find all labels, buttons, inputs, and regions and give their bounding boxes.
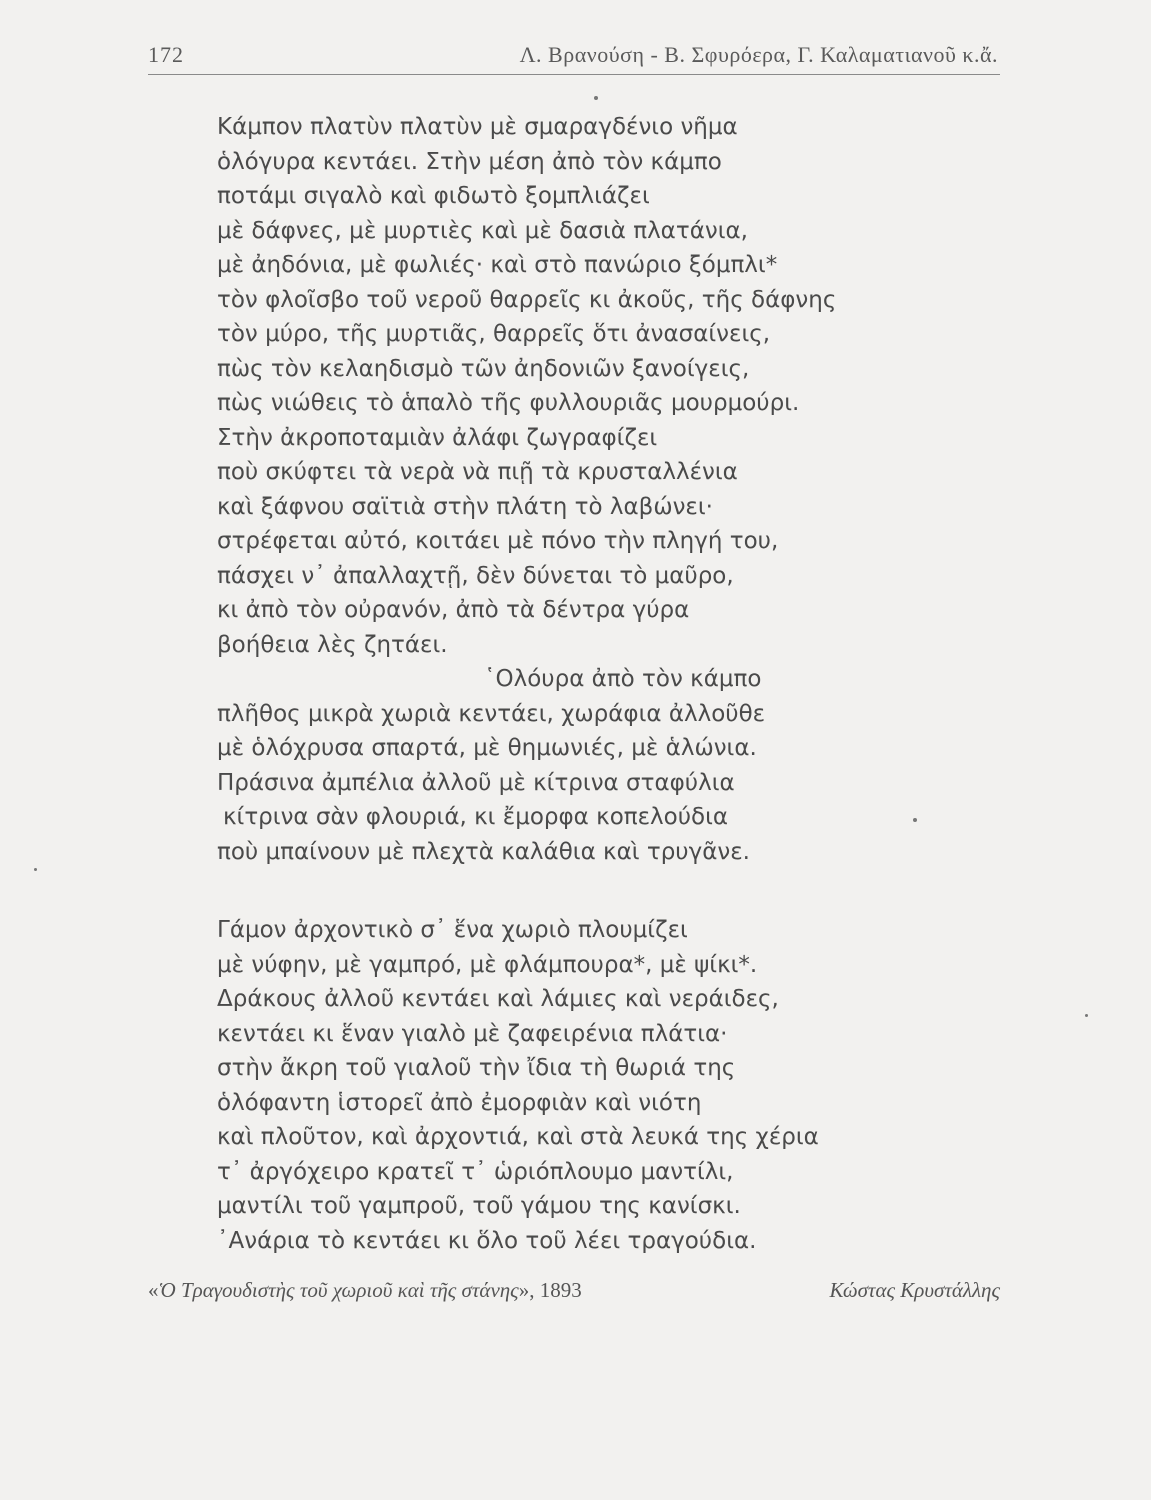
source-prefix: « <box>148 1278 159 1302</box>
poem-line: ποὺ μπαίνουν μὲ πλεχτὰ καλάθια καὶ τρυγᾶνε. <box>217 838 750 865</box>
poem-line: καὶ ξάφνου σαϊτιὰ στὴν πλάτη τὸ λαβώνει· <box>217 493 713 520</box>
poem-line: κι ἀπὸ τὸν οὐρανόν, ἀπὸ τὰ δέντρα γύρα <box>217 597 690 623</box>
source-suffix: », 1893 <box>518 1278 582 1302</box>
poem-line: μαντίλι τοῦ γαμπροῦ, τοῦ γάμου της κανίσκι. <box>217 1193 741 1219</box>
poem-line: ὁλόγυρα κεντάει. Στὴν μέση ἀπὸ τὸν κάμπο <box>217 148 722 175</box>
poem-line: μὲ δάφνες, μὲ μυρτιὲς καὶ μὲ δασιὰ πλατάνια, <box>217 217 748 244</box>
poem-line: βοήθεια λὲς ζητάει. <box>217 631 448 658</box>
running-head: Λ. Βρανούση - Β. Σφυρόερα, Γ. Καλαματιανοῦ κ.ἄ. <box>519 42 998 67</box>
poem-line: τὸν φλοῖσβο τοῦ νεροῦ θαρρεῖς κι ἀκοῦς, τῆς δάφνης <box>217 286 837 313</box>
page-number: 172 <box>148 42 184 67</box>
poem-line: πὼς νιώθεις τὸ ἁπαλὸ τῆς φυλλουριᾶς μουρμούρι. <box>217 390 800 416</box>
poem-line: καὶ πλοῦτον, καὶ ἀρχοντιά, καὶ στὰ λευκά της χέρια <box>217 1124 819 1150</box>
paper-speck <box>1085 1014 1088 1017</box>
poem-line: μὲ ἀηδόνια, μὲ φωλιές· καὶ στὸ πανώριο ξόμπλι* <box>217 252 778 278</box>
poem-line: Δράκους ἀλλοῦ κεντάει καὶ λάμιες καὶ νεράιδες, <box>217 986 779 1012</box>
source-title: Ὁ Τραγουδιστὴς τοῦ χωριοῦ καὶ τῆς στάνης <box>158 1278 519 1302</box>
poem-line: τ᾿ ἀργόχειρο κρατεῖ τ᾿ ὡριόπλουμο μαντίλι, <box>217 1158 734 1185</box>
poem-line: Γάμον ἀρχοντικὸ σ᾿ ἕνα χωριὸ πλουμίζει <box>217 917 688 943</box>
paper-speck <box>594 96 598 100</box>
poem-line: κεντάει κι ἕναν γιαλὸ μὲ ζαφειρένια πλάτια· <box>217 1020 728 1047</box>
poem-line: πλῆθος μικρὰ χωριὰ κεντάει, χωράφια ἀλλοῦθε <box>217 700 766 727</box>
source-citation <box>148 1278 582 1303</box>
poem-line: Στὴν ἀκροποταμιὰν ἀλάφι ζωγραφίζει <box>217 424 658 451</box>
poem-stanza-1 <box>217 110 836 869</box>
poem-line: ᾿Ανάρια τὸ κεντάει κι ὅλο τοῦ λέει τραγούδια. <box>217 1227 757 1254</box>
poem-line: πάσχει ν᾿ ἀπαλλαχτῇ, δὲν δύνεται τὸ μαῦρο, <box>217 562 734 589</box>
poem-line: Πράσινα ἀμπέλια ἀλλοῦ μὲ κίτρινα σταφύλια <box>217 769 735 796</box>
poem-line: ποτάμι σιγαλὸ καὶ φιδωτὸ ξομπλιάζει <box>217 183 650 209</box>
author-name: Κώστας Κρυστάλλης <box>829 1278 1000 1302</box>
poem-line: στὴν ἄκρη τοῦ γιαλοῦ τὴν ἴδια τὴ θωριά της <box>217 1055 736 1081</box>
poem-line: ὁλόφαντη ἱστορεῖ ἀπὸ ἐμορφιὰν καὶ νιότη <box>217 1089 702 1116</box>
paper-speck <box>34 868 37 871</box>
header-rule <box>148 74 1000 75</box>
poem-line: ποὺ σκύφτει τὰ νερὰ νὰ πιῇ τὰ κρυσταλλένια <box>217 459 738 485</box>
paper-speck <box>913 818 917 822</box>
poem-line: Κάμπον πλατὺν πλατὺν μὲ σμαραγδένιο νῆμα <box>217 114 738 140</box>
poem-line: τὸν μύρο, τῆς μυρτιᾶς, θαρρεῖς ὅτι ἀνασαίνεις, <box>217 321 771 347</box>
poem-line: πὼς τὸν κελαηδισμὸ τῶν ἀηδονιῶν ξανοίγεις, <box>217 355 750 382</box>
page-header <box>148 38 998 72</box>
poem-line: κίτρινα σὰν φλουριά, κι ἔμορφα κοπελούδια <box>223 804 729 830</box>
poem-line: ῾Ολόυρα ἀπὸ τὸν κάμπο <box>484 666 762 692</box>
poem-stanza-2 <box>217 913 819 1258</box>
poem-line: μὲ νύφην, μὲ γαμπρό, μὲ φλάμπουρα*, μὲ ψίκι*. <box>217 951 758 978</box>
source-footer <box>148 1274 1000 1306</box>
poem-line: μὲ ὁλόχρυσα σπαρτά, μὲ θημωνιές, μὲ ἁλώνια. <box>217 735 757 761</box>
poem-line: στρέφεται αὐτό, κοιτάει μὲ πόνο τὴν πληγή του, <box>217 528 779 554</box>
